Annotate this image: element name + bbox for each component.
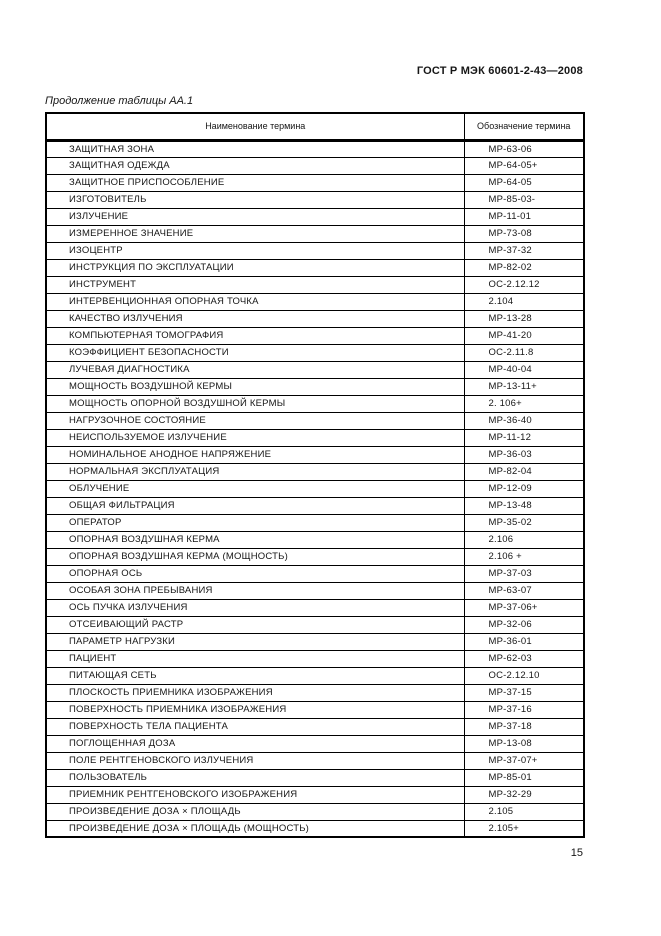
designation-cell: МР-36-03 bbox=[464, 446, 584, 463]
table-row bbox=[46, 293, 584, 310]
term-cell: НАГРУЗОЧНОЕ СОСТОЯНИЕ bbox=[46, 412, 464, 429]
designation-cell: МР-32-29 bbox=[464, 786, 584, 803]
table-row bbox=[46, 344, 584, 361]
term-cell: ПРОИЗВЕДЕНИЕ ДОЗА × ПЛОЩАДЬ (МОЩНОСТЬ) bbox=[46, 820, 464, 837]
term-cell: ОСЬ ПУЧКА ИЗЛУЧЕНИЯ bbox=[46, 599, 464, 616]
table-row bbox=[46, 803, 584, 820]
document-title: ГОСТ Р МЭК 60601-2-43—2008 bbox=[416, 65, 583, 77]
table-row bbox=[46, 480, 584, 497]
term-cell: ПОВЕРХНОСТЬ ПРИЕМНИКА ИЗОБРАЖЕНИЯ bbox=[46, 701, 464, 718]
terms-table bbox=[45, 112, 585, 838]
table-row bbox=[46, 242, 584, 259]
designation-cell: МР-85-01 bbox=[464, 769, 584, 786]
table-row bbox=[46, 497, 584, 514]
designation-cell: МР-41-20 bbox=[464, 327, 584, 344]
table-row bbox=[46, 531, 584, 548]
designation-cell: МР-11-12 bbox=[464, 429, 584, 446]
table-row bbox=[46, 463, 584, 480]
term-cell: ПРИЕМНИК РЕНТГЕНОВСКОГО ИЗОБРАЖЕНИЯ bbox=[46, 786, 464, 803]
term-cell: ПАРАМЕТР НАГРУЗКИ bbox=[46, 633, 464, 650]
table-row bbox=[46, 514, 584, 531]
table-row bbox=[46, 429, 584, 446]
table-row bbox=[46, 412, 584, 429]
term-cell: ПОГЛОЩЕННАЯ ДОЗА bbox=[46, 735, 464, 752]
term-cell: ЗАЩИТНОЕ ПРИСПОСОБЛЕНИЕ bbox=[46, 174, 464, 191]
designation-cell: МР-37-06+ bbox=[464, 599, 584, 616]
table-row bbox=[46, 157, 584, 174]
table-caption: Продолжение таблицы АА.1 bbox=[45, 95, 194, 107]
designation-cell: ОС-2.11.8 bbox=[464, 344, 584, 361]
term-cell: ОБЩАЯ ФИЛЬТРАЦИЯ bbox=[46, 497, 464, 514]
designation-cell: МР-62-03 bbox=[464, 650, 584, 667]
term-cell: ПЛОСКОСТЬ ПРИЕМНИКА ИЗОБРАЖЕНИЯ bbox=[46, 684, 464, 701]
designation-cell: ОС-2.12.12 bbox=[464, 276, 584, 293]
column-header-designation: Обозначение термина bbox=[464, 113, 584, 140]
table-body bbox=[46, 140, 584, 837]
page-number: 15 bbox=[570, 847, 583, 859]
designation-cell: МР-36-01 bbox=[464, 633, 584, 650]
designation-cell: МР-64-05 bbox=[464, 174, 584, 191]
table-row bbox=[46, 633, 584, 650]
term-cell: ИНСТРУКЦИЯ ПО ЭКСПЛУАТАЦИИ bbox=[46, 259, 464, 276]
table-row bbox=[46, 327, 584, 344]
table-header bbox=[46, 113, 584, 140]
table-row bbox=[46, 174, 584, 191]
term-cell: КОЭФФИЦИЕНТ БЕЗОПАСНОСТИ bbox=[46, 344, 464, 361]
designation-cell: МР-13-28 bbox=[464, 310, 584, 327]
table-row bbox=[46, 599, 584, 616]
designation-cell: МР-37-32 bbox=[464, 242, 584, 259]
term-cell: ПОЛЕ РЕНТГЕНОВСКОГО ИЗЛУЧЕНИЯ bbox=[46, 752, 464, 769]
term-cell: ПОЛЬЗОВАТЕЛЬ bbox=[46, 769, 464, 786]
term-cell: ОТСЕИВАЮЩИЙ РАСТР bbox=[46, 616, 464, 633]
term-cell: ЗАЩИТНАЯ ОДЕЖДА bbox=[46, 157, 464, 174]
term-cell: НОМИНАЛЬНОЕ АНОДНОЕ НАПРЯЖЕНИЕ bbox=[46, 446, 464, 463]
term-cell: ОСОБАЯ ЗОНА ПРЕБЫВАНИЯ bbox=[46, 582, 464, 599]
term-cell: ОПОРНАЯ ВОЗДУШНАЯ КЕРМА bbox=[46, 531, 464, 548]
term-cell: КАЧЕСТВО ИЗЛУЧЕНИЯ bbox=[46, 310, 464, 327]
table-row bbox=[46, 361, 584, 378]
term-cell: ОБЛУЧЕНИЕ bbox=[46, 480, 464, 497]
designation-cell: МР-37-16 bbox=[464, 701, 584, 718]
table-row bbox=[46, 276, 584, 293]
term-cell: ЗАЩИТНАЯ ЗОНА bbox=[46, 140, 464, 157]
table-row bbox=[46, 395, 584, 412]
designation-cell: МР-13-11+ bbox=[464, 378, 584, 395]
designation-cell: МР-37-03 bbox=[464, 565, 584, 582]
designation-cell: МР-63-06 bbox=[464, 140, 584, 157]
designation-cell: МР-35-02 bbox=[464, 514, 584, 531]
table-row bbox=[46, 565, 584, 582]
table-row bbox=[46, 820, 584, 837]
term-cell: МОЩНОСТЬ ВОЗДУШНОЙ КЕРМЫ bbox=[46, 378, 464, 395]
term-cell: ИНТЕРВЕНЦИОННАЯ ОПОРНАЯ ТОЧКА bbox=[46, 293, 464, 310]
designation-cell: 2.105+ bbox=[464, 820, 584, 837]
table-row bbox=[46, 208, 584, 225]
table-row bbox=[46, 225, 584, 242]
table-row bbox=[46, 650, 584, 667]
designation-cell: МР-64-05+ bbox=[464, 157, 584, 174]
table-row bbox=[46, 769, 584, 786]
table-row bbox=[46, 667, 584, 684]
table-row bbox=[46, 140, 584, 157]
designation-cell: МР-13-48 bbox=[464, 497, 584, 514]
designation-cell: МР-37-07+ bbox=[464, 752, 584, 769]
designation-cell: 2.105 bbox=[464, 803, 584, 820]
designation-cell: МР-73-08 bbox=[464, 225, 584, 242]
designation-cell: МР-37-15 bbox=[464, 684, 584, 701]
term-cell: ОПОРНАЯ ВОЗДУШНАЯ КЕРМА (МОЩНОСТЬ) bbox=[46, 548, 464, 565]
term-cell: ИНСТРУМЕНТ bbox=[46, 276, 464, 293]
term-cell: ИЗГОТОВИТЕЛЬ bbox=[46, 191, 464, 208]
designation-cell: МР-36-40 bbox=[464, 412, 584, 429]
designation-cell: МР-12-09 bbox=[464, 480, 584, 497]
designation-cell: МР-82-02 bbox=[464, 259, 584, 276]
table-row bbox=[46, 548, 584, 565]
designation-cell: 2. 106+ bbox=[464, 395, 584, 412]
term-cell: ИЗОЦЕНТР bbox=[46, 242, 464, 259]
designation-cell: 2.106 bbox=[464, 531, 584, 548]
designation-cell: ОС-2.12.10 bbox=[464, 667, 584, 684]
term-cell: ИЗМЕРЕННОЕ ЗНАЧЕНИЕ bbox=[46, 225, 464, 242]
term-cell: КОМПЬЮТЕРНАЯ ТОМОГРАФИЯ bbox=[46, 327, 464, 344]
table-row bbox=[46, 378, 584, 395]
table-row bbox=[46, 446, 584, 463]
term-cell: ОПЕРАТОР bbox=[46, 514, 464, 531]
designation-cell: МР-11-01 bbox=[464, 208, 584, 225]
table-row bbox=[46, 718, 584, 735]
term-cell: ИЗЛУЧЕНИЕ bbox=[46, 208, 464, 225]
table-row bbox=[46, 582, 584, 599]
table-row bbox=[46, 752, 584, 769]
term-cell: ЛУЧЕВАЯ ДИАГНОСТИКА bbox=[46, 361, 464, 378]
term-cell: НЕИСПОЛЬЗУЕМОЕ ИЗЛУЧЕНИЕ bbox=[46, 429, 464, 446]
table-row bbox=[46, 684, 584, 701]
table-row bbox=[46, 310, 584, 327]
term-cell: ПИТАЮЩАЯ СЕТЬ bbox=[46, 667, 464, 684]
term-cell: НОРМАЛЬНАЯ ЭКСПЛУАТАЦИЯ bbox=[46, 463, 464, 480]
designation-cell: МР-85-03- bbox=[464, 191, 584, 208]
table-row bbox=[46, 259, 584, 276]
designation-cell: МР-32-06 bbox=[464, 616, 584, 633]
designation-cell: МР-82-04 bbox=[464, 463, 584, 480]
term-cell: ПАЦИЕНТ bbox=[46, 650, 464, 667]
designation-cell: 2.106 + bbox=[464, 548, 584, 565]
table-row bbox=[46, 701, 584, 718]
designation-cell: МР-63-07 bbox=[464, 582, 584, 599]
term-cell: ОПОРНАЯ ОСЬ bbox=[46, 565, 464, 582]
table-row bbox=[46, 786, 584, 803]
term-cell: ПОВЕРХНОСТЬ ТЕЛА ПАЦИЕНТА bbox=[46, 718, 464, 735]
designation-cell: МР-37-18 bbox=[464, 718, 584, 735]
table-row bbox=[46, 735, 584, 752]
designation-cell: 2.104 bbox=[464, 293, 584, 310]
table-header-row bbox=[46, 113, 584, 140]
table-row bbox=[46, 616, 584, 633]
term-cell: ПРОИЗВЕДЕНИЕ ДОЗА × ПЛОЩАДЬ bbox=[46, 803, 464, 820]
designation-cell: МР-13-08 bbox=[464, 735, 584, 752]
column-header-term: Наименование термина bbox=[46, 113, 464, 140]
term-cell: МОЩНОСТЬ ОПОРНОЙ ВОЗДУШНОЙ КЕРМЫ bbox=[46, 395, 464, 412]
designation-cell: МР-40-04 bbox=[464, 361, 584, 378]
table-row bbox=[46, 191, 584, 208]
